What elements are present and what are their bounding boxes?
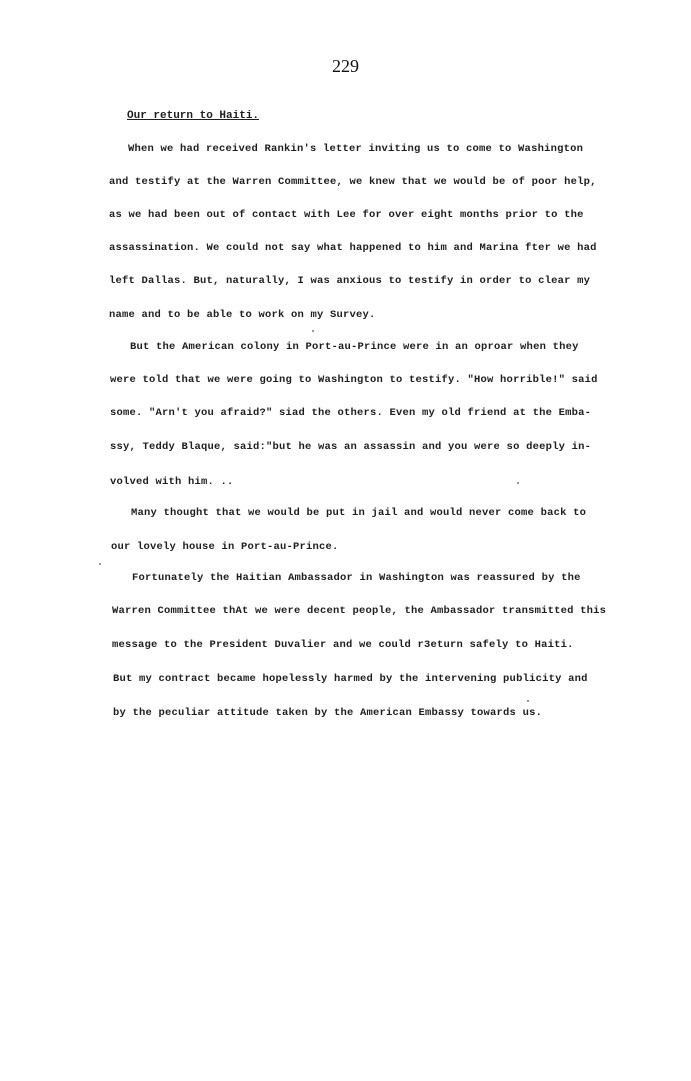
- text-line: assassination. We could not say what happened to him and Marina fter we had: [109, 242, 597, 254]
- scan-speck: [99, 563, 101, 565]
- text-line: Warren Committee thAt we were decent people, the Ambassador transmitted this: [112, 605, 607, 617]
- text-line: Fortunately the Haitian Ambassador in Washington was reassured by the: [132, 572, 581, 584]
- text-line: When we had received Rankin's letter inviting us to come to Washington: [128, 143, 584, 155]
- text-line: left Dallas. But, naturally, I was anxious to testify in order to clear my: [109, 275, 591, 287]
- text-line: Many thought that we would be put in jail and would never come back to: [131, 507, 587, 519]
- text-line: ssy, Teddy Blaque, said:"but he was an assassin and you were so deeply in-: [110, 441, 592, 453]
- scan-speck: [527, 700, 529, 702]
- text-line: as we had been out of contact with Lee for over eight months prior to the: [109, 209, 584, 221]
- text-line: But my contract became hopelessly harmed by the intervening publicity and: [113, 673, 588, 685]
- text-line: our lovely house in Port-au-Prince.: [111, 541, 339, 553]
- text-line: But the American colony in Port-au-Prince were in an oproar when they: [130, 341, 579, 353]
- scan-speck: [312, 330, 314, 332]
- page-number: 229: [332, 56, 359, 76]
- scan-speck: [517, 482, 519, 484]
- text-line: were told that we were going to Washington to testify. "How horrible!" said: [110, 374, 598, 386]
- text-line: by the peculiar attitude taken by the American Embassy towards us.: [113, 707, 543, 719]
- text-line: message to the President Duvalier and we could r3eturn safely to Haiti.: [112, 639, 574, 651]
- text-line: some. "Arn't you afraid?" siad the others. Even my old friend at the Emba-: [110, 407, 592, 419]
- text-line: name and to be able to work on my Survey.: [109, 309, 376, 321]
- text-line: and testify at the Warren Committee, we knew that we would be of poor help,: [109, 176, 597, 188]
- section-heading: Our return to Haiti.: [127, 110, 260, 122]
- text-line: volved with him. ..: [110, 476, 234, 488]
